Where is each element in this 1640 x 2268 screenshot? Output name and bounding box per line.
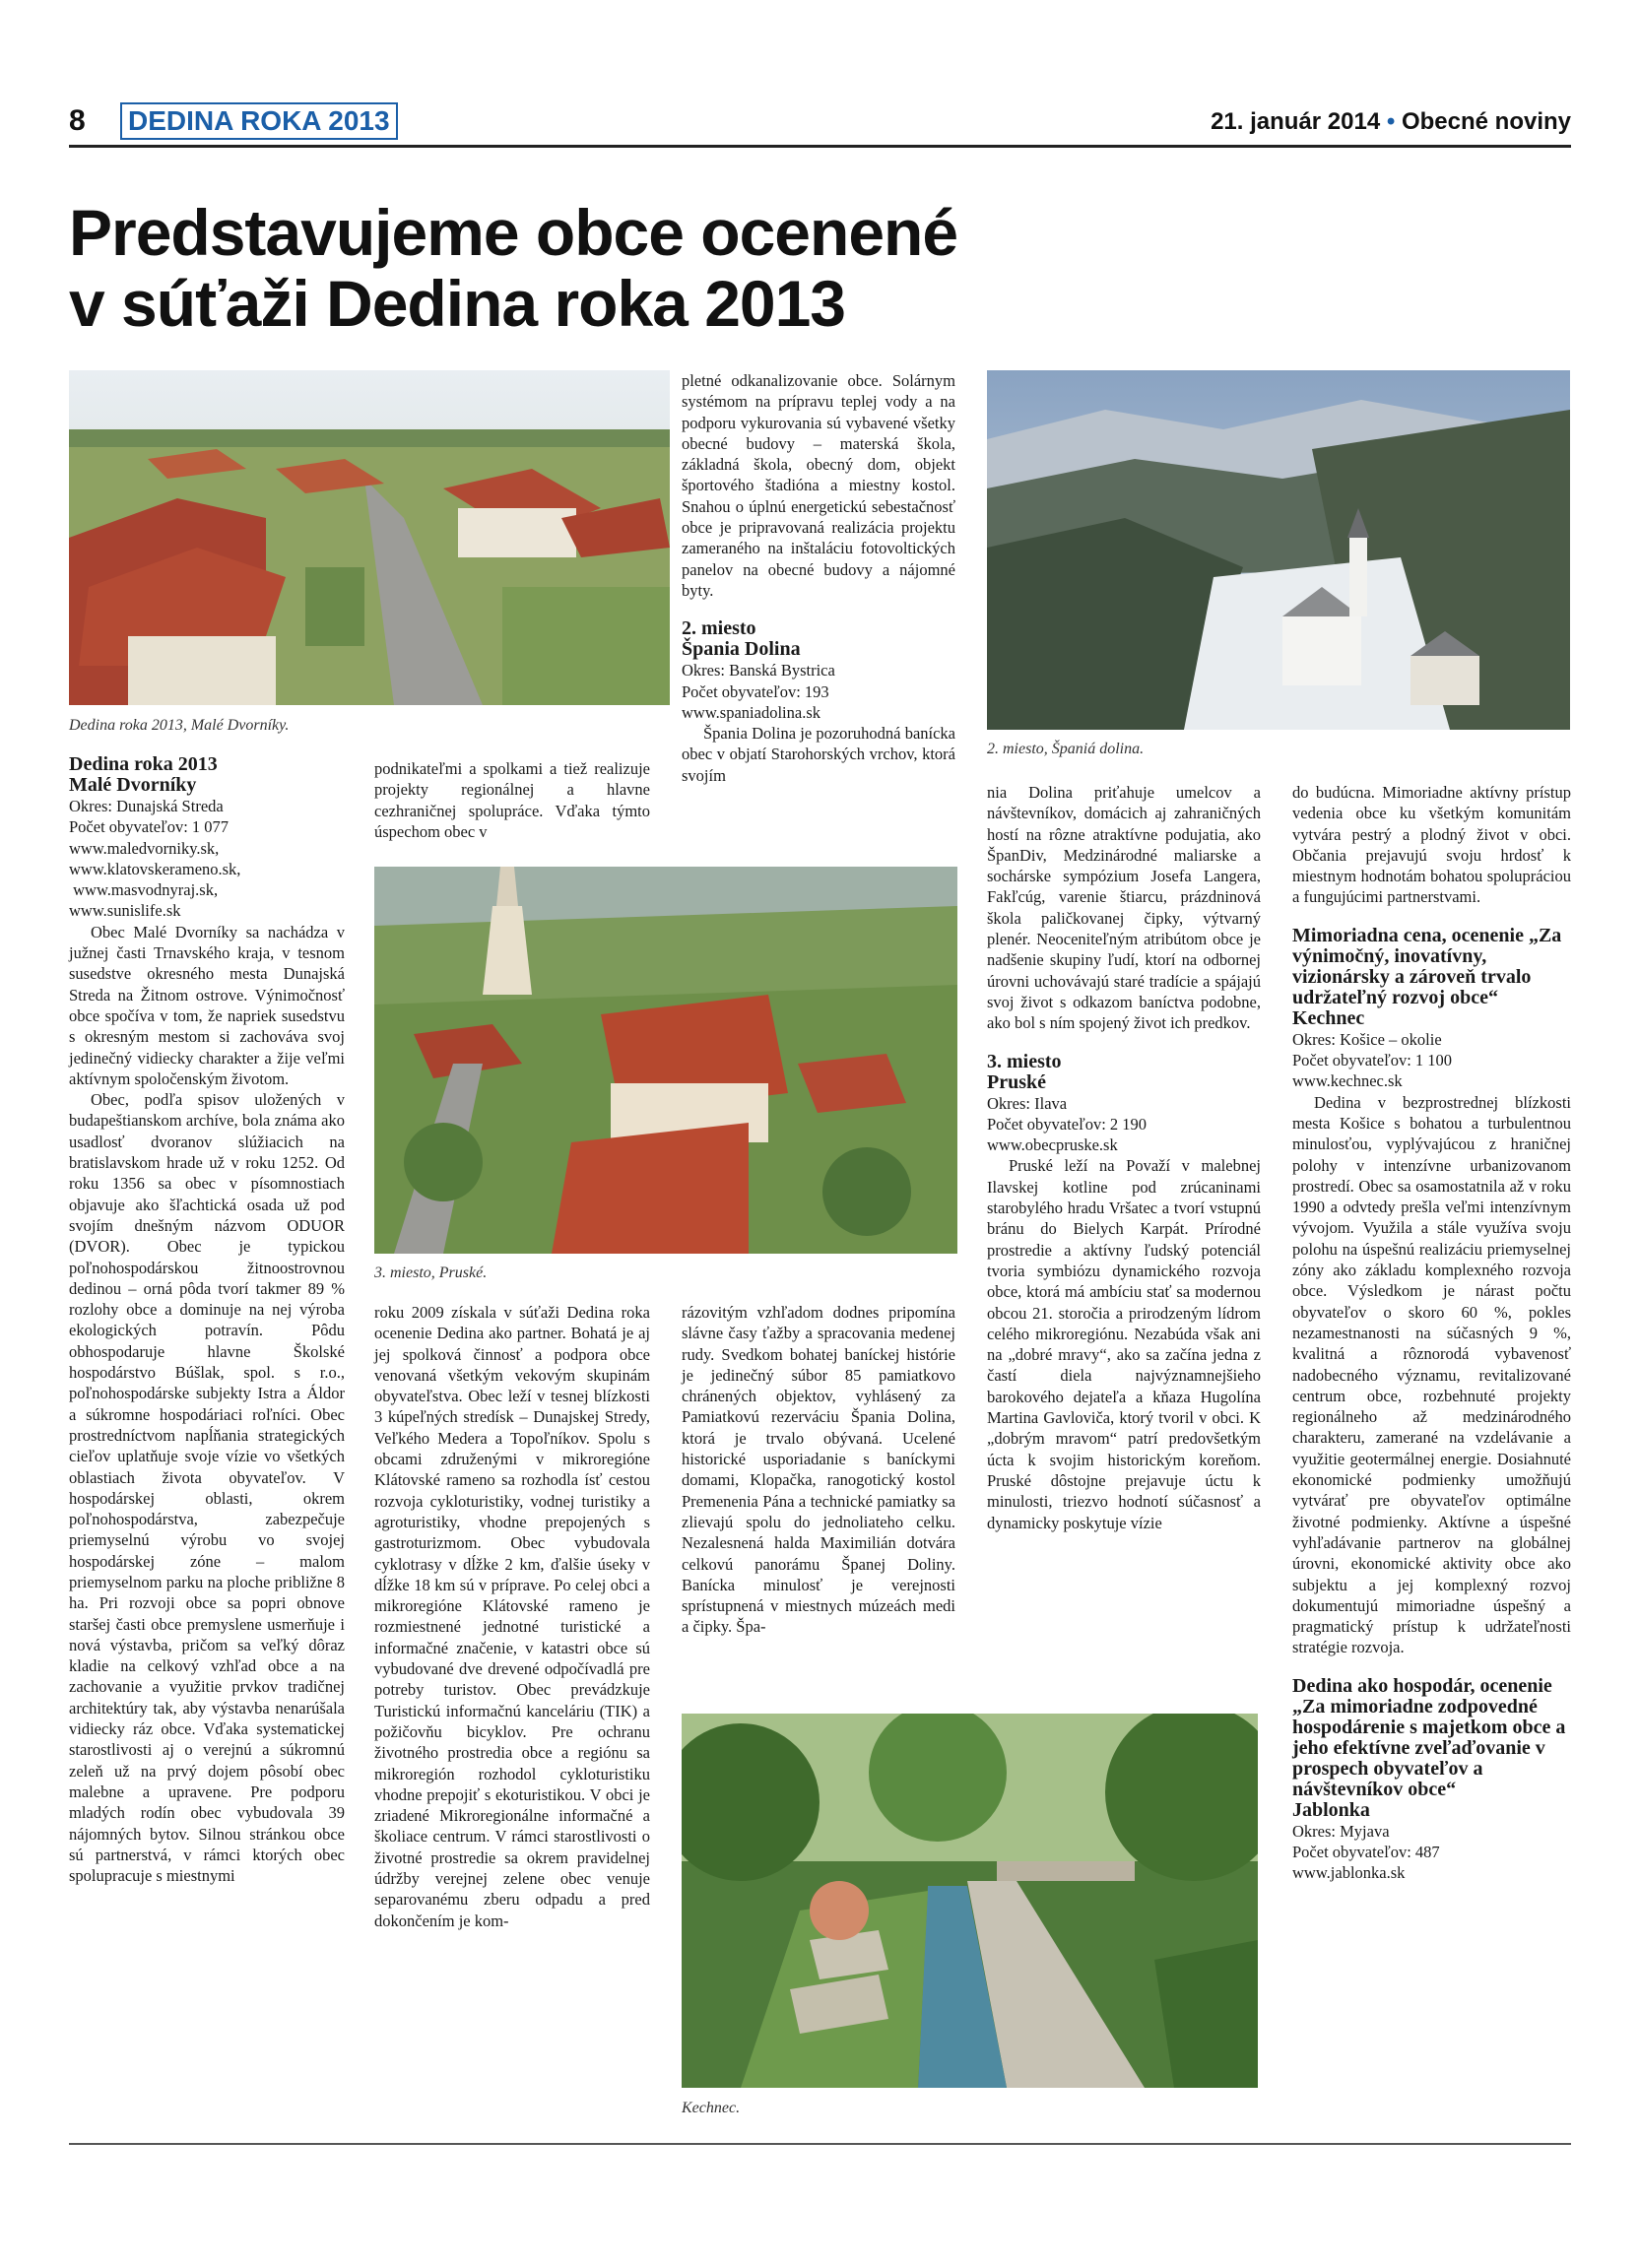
population-info: Počet obyvateľov: 1 100 [1292,1051,1453,1070]
village-name-jablonka: Jablonka [1292,1798,1370,1821]
website-link[interactable]: www.masvodnyraj.sk, [69,880,219,900]
district-info: Okres: Banská Bystrica [682,661,835,680]
column-3-bottom [682,1302,955,1638]
website-link[interactable]: www.jablonka.sk [1292,1863,1406,1883]
district-info: Okres: Ilava [987,1093,1068,1113]
website-link[interactable]: www.sunislife.sk [69,901,181,921]
award-title-3: 3. miesto [987,1050,1062,1072]
district-info: Okres: Myjava [1292,1821,1390,1841]
award-title-2: 2. miesto [682,617,756,640]
footer-rule [69,2143,1571,2145]
headline-line-2: v súťaži Dedina roka 2013 [69,267,846,340]
page-number: 8 [69,104,86,137]
village-aerial-image [69,370,670,705]
issue-info [1211,108,1571,136]
issue-date: 21. január 2014 [1211,108,1381,135]
photo-kechnec [682,1714,1258,2088]
population-info: Počet obyvateľov: 487 [1292,1842,1440,1861]
special-award-title-2: Dedina ako hospodár, ocenenie „Za mimoriadne zodpovedné hospodárenie s majetkom obce a jeho efektívne zveľaďovanie v prospech obyvateľov a návštevníkov obce“ [1292,1674,1566,1800]
village-name-male-dvorniky: Malé Dvorníky [69,774,197,796]
column-2-top [374,758,650,842]
mountain-village-image [987,370,1570,730]
caption-photo-3: 3. miesto, Pruské. [374,1264,488,1281]
paragraph: Pruské leží na Považí v malebnej Ilavskej kotline pod zrúcaninami starobylého hradu Vršatec a tvorí vstupnú bránu do Bielych Karpát. Prírodné prostredie a aktívny ľudský potenciál tvoria symbiózu dynamického rozvoja obce, ktorá má ambíciu stať sa modernou obcou 21. storočia a prirodzeným lídrom celého mikroregiónu. Nezabúda však ani na „dobré mravy“, ako sa začína jedna z častí diela najvýznamnejšieho barokového dejateľa a kňaza Hugolína Martina Gavloviča, ktorý tvoril v obci. K „dobrým mravom“ patrí predovšetkým úcta k svojim historickým koreňom. Pruské dôstojne prejavuje úctu k minulosti, triezvo hodnotí súčasnosť a dynamicky poskytuje vízie [987,1156,1261,1532]
village-aerial-image [374,867,957,1254]
headline-line-1: Predstavujeme obce ocenené [69,196,958,269]
village-name-kechnec: Kechnec [1292,1006,1365,1029]
article-headline [69,197,1349,339]
caption-photo-4: Kechnec. [682,2100,741,2116]
paragraph: Obec Malé Dvorníky sa nachádza v južnej časti Trnavského kraja, v tesnom susedstve okresného mesta Dunajská Streda na Žitnom ostrove. Výnimočnosť obce spočíva v tom, že napriek susedstvu s okresným mestom si zachováva svoj jedinečný vidiecky charakter a žije veľmi aktívnym spoločenským životom. [69,922,345,1088]
website-link[interactable]: www.kechnec.sk [1292,1071,1403,1091]
photo-spania-dolina [987,370,1570,730]
paragraph: Špania Dolina je pozoruhodná banícka obec v objatí Starohorských vrchov, ktorá svojím [682,724,955,785]
award-title-1: Dedina roka 2013 [69,753,218,775]
paragraph-continued: podnikateľmi a spolkami a tiež realizuje projekty regionálnej a hlavne cezhraničnej spolupráce. Vďaka týmto úspechom obec v [374,759,650,841]
paragraph: rázovitým vzhľadom dodnes pripomína slávne časy ťažby a spracovania medenej rudy. Svedkom bohatej baníckej histórie je jedinečný súbor 85 pamiatkovo chránených objektov, vyhlásený za Pamiatkovú rezerváciu Špania Dolina, ktorá je trvalo obývaná. Ucelené historické usporiadanie s baníckymi domami, Klopačka, ranogotický kostol Premenenia Pána a technické pamiatky sa zlievajú spolu do jednoliateho celku. Nezalesnená halda Maximilián dotvára celkovú panorámu Španej Doliny. Banícka minulosť je verejnosti sprístupnená v miestnych múzeách medi a čipky. Špa- [682,1303,955,1637]
special-award-title: Mimoriadna cena, ocenenie „Za výnimočný, inovatívny, vizionársky a zároveň trvalo udržateľný rozvoj obce“ [1292,924,1562,1008]
website-link[interactable]: www.obecpruske.sk [987,1135,1118,1155]
paragraph-continued: pletné odkanalizovanie obce. Solárnym systémom na prípravu teplej vody a na podporu vykurovania sú vybavené všetky obecné budovy – materská škola, základná škola, obecný dom, objekt športového štadióna a miestny kostol. Snahou o úplnú energetickú sebestačnosť obce je pripravovaná realizácia projektu zameraného na inštaláciu fotovoltických panelov na obecné budovy a nájomné byty. [682,371,955,600]
website-link[interactable]: www.spaniadolina.sk [682,702,820,722]
column-2-bottom [374,1302,650,1931]
population-info: Počet obyvateľov: 2 190 [987,1114,1148,1134]
column-1 [69,754,345,1886]
photo-pruske [374,867,957,1254]
website-link[interactable]: www.maledvorniky.sk, [69,838,220,858]
separator-dot: • [1386,108,1396,135]
district-info: Okres: Dunajská Streda [69,797,224,815]
publication-name: Obecné noviny [1401,108,1571,135]
photo-male-dvorniky [69,370,670,705]
column-4 [987,782,1261,1533]
paragraph-continued: nia Dolina priťahuje umelcov a návštevníkov, domácich aj zahraničných hostí na rôzne atraktívne podujatia, ako ŠpanDiv, Medzinárodné maliarske a sochárske sympózium Josefa Langera, Fakľcúg, varenie štiarcu, prázdninová škola paličkovanej čipky, výtvarný plenér. Neoceniteľným atribútom obce je nadšenie skupiny ľudí, ktorí na odbornej úrovni uchovávajú staré tradície a spájajú svoj život s odkazom baníctva podobne, ako bol s ním spojený život ich predkov. [987,783,1261,1033]
population-info: Počet obyvateľov: 193 [682,681,829,701]
section-title: DEDINA ROKA 2013 [120,102,398,140]
village-name-pruske: Pruské [987,1070,1046,1093]
website-link[interactable]: www.klatovskerameno.sk, [69,859,241,878]
population-info: Počet obyvateľov: 1 077 [69,817,230,837]
caption-photo-1: Dedina roka 2013, Malé Dvorníky. [69,717,290,734]
district-info: Okres: Košice – okolie [1292,1029,1442,1049]
column-5 [1292,782,1571,1884]
paragraph: Dedina v bezprostrednej blízkosti mesta Košice s bohatou a turbulentnou minulosťou, vyplývajúcou z hraničnej polohy v intenzívne urbanizovanom prostredí. Obec sa osamostatnila až v roku 1990 a odvtedy prešla veľmi intenzívnym vývojom. Využila a stále využíva svoju polohu na úspešnú realizáciu priemyselnej zóny ako základu komplexného rozvoja obce. Výsledkom je nárast počtu obyvateľov o skoro 60 %, pokles nezamestnanosti na súčasných 9 %, kvalitná a rôznorodá vybavenosť nadobecného významu, revitalizované centrum obce, rozbehnuté projekty regionálneho až medzinárodného charakteru, zamerané na vzdelávanie a využitie geotermálnej energie. Dosiahnuté ekonomické podmienky umožňujú vytvárať pre obyvateľov optimálne životné podmienky. Aktívne a úspešné vyhľadávanie partnerov na globálnej úrovni, ekonomické aktivity obce ako subjektu a jej komplexný rozvoj dokumentujú mimoriadne úspešný a pragmatický prístup k udržateľnosti stratégie rozvoja. [1292,1092,1571,1657]
column-3-top [682,370,955,786]
paragraph: roku 2009 získala v súťaži Dedina roka ocenenie Dedina ako partner. Bohatá je aj jej spolková činnosť a podpora obce venovaná všetkým vekovým skupinám obyvateľstva. Obec leží v tesnej blízkosti 3 kúpeľných stredísk – Dunajskej Stredy, Veľkého Medera a Topoľníkov. Spolu s obcami združenými v mikroregióne Klátovské rameno sa rozhodla ísť cestou rozvoja cykloturistiky, vodnej turistiky a agroturistiky, vhodne prepojených s gastroturizmom. Obec vybudovala cyklotrasy v dĺžke 2 km, ďalšie úseky v dĺžke 18 km sú v príprave. Po celej obci a mikroregióne Klátovské rameno je rozmiestnené jednotné turistické a informačné značenie, v katastri obce sú vybudované dve drevené odpočívadlá pre potreby turistov. Obec prevádzkuje Turistickú informačnú kanceláriu (TIK) a požičovňu bicyklov. Pre ochranu životného prostredia obce a regiónu sa mikroregión rozhodol cykloturistiku vhodne prepojiť s ekoturistikou. V obci je zriadené Mikroregionálne informačné a školiace centrum. V rámci starostlivosti o životné prostredie sa okrem pravidelnej údržby verejnej zelene obec venuje separovanému zberu odpadu a pred dokončením je kom- [374,1303,650,1930]
park-promenade-image [682,1714,1258,2088]
caption-photo-2: 2. miesto, Španiá dolina. [987,741,1145,757]
paragraph: Obec, podľa spisov uložených v budapeštianskom archíve, bola známa ako usadlosť dvoranov slúžiacich na bratislavskom hrade už v roku 1252. Od roku 1356 sa obec v písomnostiach objavuje ako šľachtická osada už pod svojím dnešným názvom ODUOR (DVOR). Obec je typickou poľnohospodárskou žitnoostrovnou dedinou – orná pôda tvorí takmer 89 % rozlohy obce a dominuje na nej výroba ekologických potravín. Pôdu obhospodaruje hlavne Školské hospodárstvo Búšlak, spol. s r.o., poľnohospodárske subjekty Istra a Áldor a súkromne hospodáriaci roľníci. Obec prostredníctvom napĺňania strategických cieľov uplatňuje svoje vízie vo všetkých oblastiach života obyvateľov. V hospodárskej oblasti, okrem poľnohospodárstva, zabezpečuje priemyselnú výrobu vo svojej hospodárskej zóne – malom priemyselnom parku na ploche približne 8 ha. Pri rozvoji obce sa popri obnove staršej časti obce premyslene usmerňuje i nová výstavba, pričom sa veľký dôraz kladie na celkový vzhľad obce a na zachovanie a využitie prvkov tradičnej architektúry tak, aby výstavba nenarúšala vidiecky ráz obce. Vďaka systematickej starostlivosti aj o verejnú a súkromnú zeleň už na prvý dojem pôsobí obec malebne a upravene. Pre podporu mladých rodín obec vybudovala 39 nájomných bytov. Silnou stránkou obce sú partnerstvá, v rámci ktorých obec spolupracuje s miestnymi [69,1090,345,1886]
page-header [69,102,1571,148]
paragraph-continued: do budúcna. Mimoriadne aktívny prístup vedenia obce ku všetkým komunitám vytvára pestrý a plodný život v obci. Občania prejavujú svoju hrdosť k miestnym hodnotám bohatou spolupráciou a fungujúcimi partnerstvami. [1292,783,1571,907]
village-name-spania-dolina: Špania Dolina [682,638,801,661]
